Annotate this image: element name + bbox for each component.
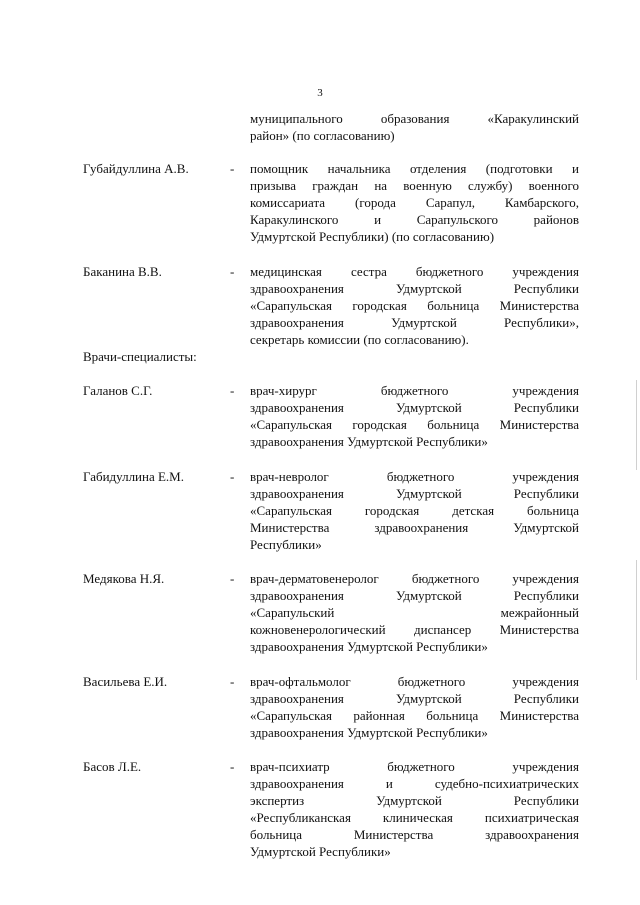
desc-line: здравоохранения Удмуртской Республики», (250, 315, 579, 330)
desc-line: здравоохранения Удмуртской Республики» (250, 434, 488, 449)
desc-line: Министерства здравоохранения Удмуртской (250, 520, 579, 535)
desc-line: кожновенерологический диспансер Министерства (250, 622, 579, 637)
dash-separator: - (230, 264, 235, 279)
desc-line: комиссариата (города Сарапул, Камбарского, (250, 195, 579, 210)
desc-line: здравоохранения Удмуртской Республики (250, 486, 579, 501)
desc-line: врач-хирург бюджетного учреждения (250, 383, 579, 398)
dash-separator: - (230, 161, 235, 176)
desc-line: «Республиканская клиническая психиатрическая (250, 810, 579, 825)
desc-line: Республики» (250, 537, 322, 552)
desc-line: больница Министерства здравоохранения (250, 827, 579, 842)
scan-margin-mark (636, 380, 637, 470)
desc-line: «Сарапульская городская больница Министерства (250, 298, 579, 313)
desc-line: здравоохранения и судебно-психиатрических (250, 776, 579, 791)
member-description (250, 382, 579, 450)
member-description (250, 673, 579, 741)
continuation-text (250, 110, 579, 144)
desc-line: помощник начальника отделения (подготовки и (250, 161, 579, 176)
desc-line: врач-психиатр бюджетного учреждения (250, 759, 579, 774)
desc-line: район» (по согласованию) (250, 128, 395, 143)
desc-line: секретарь комиссии (по согласованию). (250, 332, 469, 347)
member-name: Баканина В.В. (83, 264, 162, 279)
desc-line: Удмуртской Республики) (по согласованию) (250, 229, 495, 244)
member-name: Губайдуллина А.В. (83, 161, 189, 176)
desc-line: муниципального образования «Каракулинский (250, 111, 579, 126)
desc-line: врач-дерматовенеролог бюджетного учреждения (250, 571, 579, 586)
member-name: Басов Л.Е. (83, 759, 142, 774)
page-number: 3 (317, 87, 323, 99)
member-name: Медякова Н.Я. (83, 571, 165, 586)
desc-line: здравоохранения Удмуртской Республики» (250, 639, 488, 654)
member-description (250, 570, 579, 655)
desc-line: Каракулинского и Сарапульского районов (250, 212, 579, 227)
desc-line: врач-невролог бюджетного учреждения (250, 469, 579, 484)
desc-line: врач-офтальмолог бюджетного учреждения (250, 674, 579, 689)
desc-line: здравоохранения Удмуртской Республики (250, 281, 579, 296)
desc-line: «Сарапульская городская больница Министерства (250, 417, 579, 432)
desc-line: Удмуртской Республики» (250, 844, 391, 859)
desc-line: призыва граждан на военную службу) военного (250, 178, 579, 193)
member-description (250, 758, 579, 860)
dash-separator: - (230, 469, 235, 484)
section-label: Врачи-специалисты: (83, 349, 197, 364)
member-description (250, 468, 579, 553)
dash-separator: - (230, 674, 235, 689)
desc-line: здравоохранения Удмуртской Республики (250, 400, 579, 415)
member-description (250, 160, 579, 245)
scan-margin-mark (636, 560, 637, 680)
member-name: Габидуллина Е.М. (83, 469, 184, 484)
desc-line: здравоохранения Удмуртской Республики (250, 691, 579, 706)
member-name: Галанов С.Г. (83, 383, 153, 398)
member-name: Васильева Е.И. (83, 674, 168, 689)
desc-line: здравоохранения Удмуртской Республики (250, 588, 579, 603)
desc-line: экспертиз Удмуртской Республики (250, 793, 579, 808)
member-description (250, 263, 579, 348)
desc-line: «Сарапульская районная больница Министерства (250, 708, 579, 723)
desc-line: здравоохранения Удмуртской Республики» (250, 725, 488, 740)
dash-separator: - (230, 571, 235, 586)
dash-separator: - (230, 759, 235, 774)
dash-separator: - (230, 383, 235, 398)
desc-line: «Сарапульская городская детская больница (250, 503, 579, 518)
desc-line: «Сарапульский межрайонный (250, 605, 579, 620)
desc-line: медицинская сестра бюджетного учреждения (250, 264, 579, 279)
